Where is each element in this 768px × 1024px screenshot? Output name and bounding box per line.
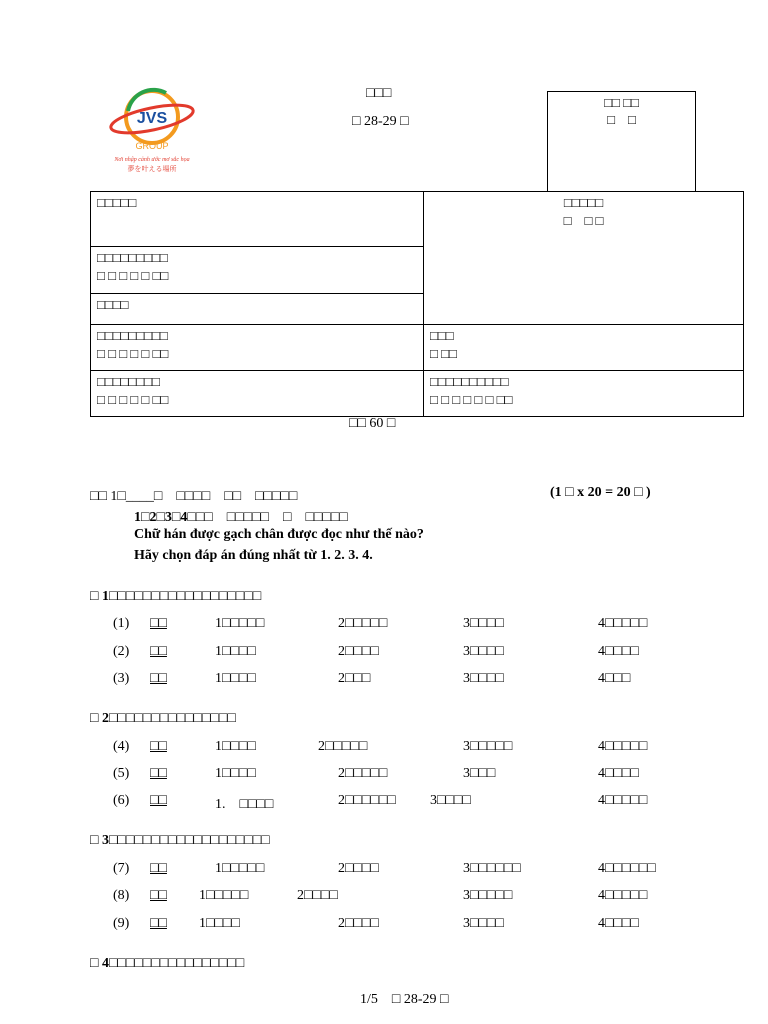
group-title: □ 1□□□□□□□□□□□□□□□□□□ <box>90 589 262 604</box>
group-title: □ 3□□□□□□□□□□□□□□□□□□□ <box>90 833 270 848</box>
info-cell-date1: □□□□□□□□□ □ □ □ □ □ □□ <box>91 325 424 371</box>
jvs-logo <box>106 83 198 178</box>
logo-tag2: 夢を叶える場所 <box>127 165 177 173</box>
logo-tag1: Nơi nhập cảnh ước mơ sắc họa <box>114 157 190 163</box>
logo-sub: GROUP <box>135 141 169 151</box>
time-note: □□ 60 □ <box>349 416 396 431</box>
score-value: □ □ <box>607 112 636 127</box>
info-cell-class: □□□ □ □□ <box>424 325 744 371</box>
info-cell-name: □□□□□ <box>91 192 424 247</box>
question-instruction-jp: 1□2□3□4□□□ □□□□□ □ □□□□□ <box>134 510 348 525</box>
question-points: (1 □ x 20 = 20 □ ) <box>550 485 651 500</box>
question-heading: □□ 1□____□ □□□□ □□ □□□□□ <box>90 489 298 504</box>
group-title: □ 4□□□□□□□□□□□□□□□□ <box>90 956 245 971</box>
info-cell-photo: □□□□□ □ □ □ <box>424 192 744 325</box>
info-cell-date2: □□□□□□□□ □ □ □ □ □ □□ <box>91 371 424 417</box>
question-instruction-vi: Chữ hán được gạch chân được đọc như thế nào? <box>134 527 424 542</box>
info-cell-birth: □□□□□□□□□ □ □ □ □ □ □□ <box>91 247 424 294</box>
doc-title: □□□ <box>366 86 392 101</box>
page-footer: 1/5 □ 28-29 □ <box>360 992 449 1007</box>
info-cell-school: □□□□ <box>91 294 424 325</box>
score-box <box>547 91 696 192</box>
info-cell-date3: □□□□□□□□□□ □ □ □ □ □ □ □□ <box>424 371 744 417</box>
logo-text: JVS <box>136 110 168 127</box>
score-label: □□ □□ <box>604 95 639 110</box>
group-title: □ 2□□□□□□□□□□□□□□□ <box>90 711 236 726</box>
candidate-info-table <box>90 191 744 417</box>
question-instruction-vi2: Hãy chọn đáp án đúng nhất từ 1. 2. 3. 4. <box>134 548 373 563</box>
doc-period: □ 28-29 □ <box>352 114 409 129</box>
